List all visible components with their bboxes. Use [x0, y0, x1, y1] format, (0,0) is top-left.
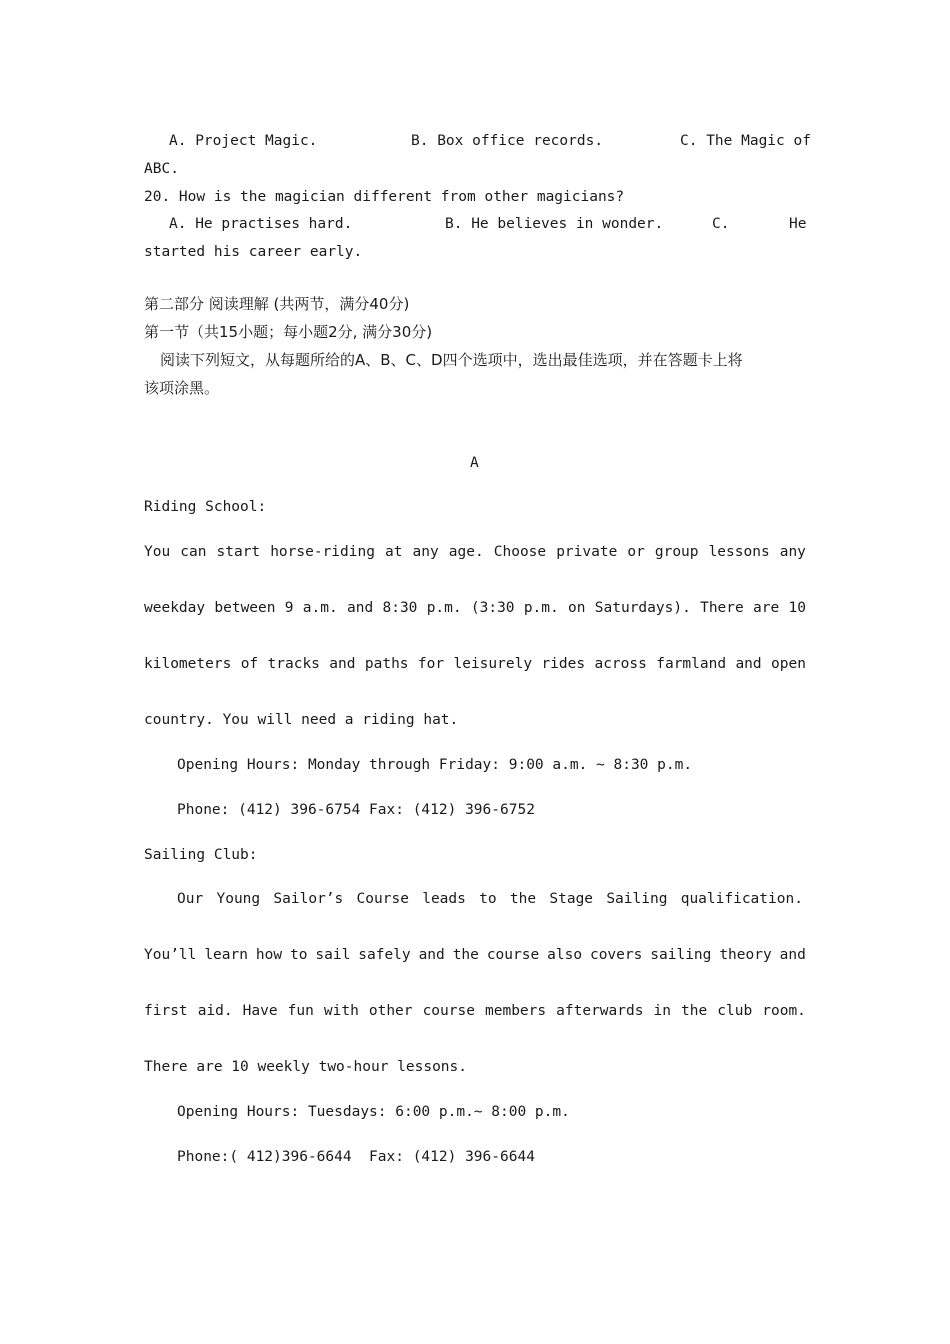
q19-option-c: C. The Magic of — [680, 133, 811, 149]
q19-option-c-continued: ABC. — [144, 161, 179, 177]
riding-opening-hours: Opening Hours: Monday through Friday: 9:00 a.m. ~ 8:30 p.m. — [177, 757, 693, 773]
riding-paragraph-line-3: kilometers of tracks and paths for leisurely rides across farmland and open — [144, 656, 806, 672]
part-title: 第二部分 阅读理解 (共两节，满分40分) — [144, 295, 410, 313]
q20-option-c-continued: started his career early. — [144, 244, 363, 260]
sailing-paragraph-line-1: Our Young Sailor’s Course leads to the Stage Sailing qualification. — [177, 891, 803, 907]
sailing-opening-hours: Opening Hours: Tuesdays: 6:00 p.m.~ 8:00 p.m. — [177, 1104, 570, 1120]
instruction-line-1: 阅读下列短文，从每题所给的A、B、C、D四个选项中，选出最佳选项，并在答题卡上将 — [160, 351, 743, 369]
riding-school-title: Riding School: — [144, 499, 267, 515]
instruction-line-2: 该项涂黑。 — [144, 379, 220, 397]
q20-option-c-he: He — [789, 216, 807, 232]
q19-option-a: A. Project Magic. — [169, 133, 318, 149]
sailing-paragraph-line-3: first aid. Have fun with other course members afterwards in the club room. — [144, 1003, 806, 1019]
riding-paragraph-line-2: weekday between 9 a.m. and 8:30 p.m. (3:30 p.m. on Saturdays). There are 10 — [144, 600, 806, 616]
q20-option-a: A. He practises hard. — [169, 216, 353, 232]
section-subtitle: 第一节（共15小题；每小题2分, 满分30分) — [144, 323, 433, 341]
q20-option-c-label: C. — [712, 216, 730, 232]
riding-paragraph-line-4: country. You will need a riding hat. — [144, 712, 459, 728]
riding-paragraph-line-1: You can start horse-riding at any age. Choose private or group lessons any — [144, 544, 806, 560]
sailing-paragraph-line-2: You’ll learn how to sail safely and the course also covers sailing theory and — [144, 947, 806, 963]
q19-option-b: B. Box office records. — [411, 133, 604, 149]
q20-stem: 20. How is the magician different from other magicians? — [144, 189, 625, 205]
passage-label: A — [470, 455, 479, 471]
riding-phone-fax: Phone: (412) 396-6754 Fax: (412) 396-6752 — [177, 802, 535, 818]
sailing-paragraph-line-4: There are 10 weekly two-hour lessons. — [144, 1059, 468, 1075]
sailing-club-title: Sailing Club: — [144, 847, 258, 863]
q20-option-b: B. He believes in wonder. — [445, 216, 664, 232]
sailing-phone-fax: Phone:( 412)396-6644 Fax: (412) 396-6644 — [177, 1149, 535, 1165]
